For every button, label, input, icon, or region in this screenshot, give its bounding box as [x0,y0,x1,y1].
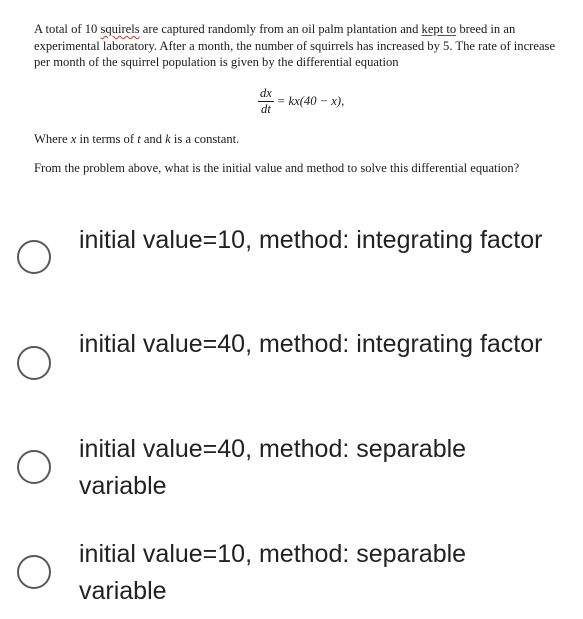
intro-text-a: A total of 10 [34,22,101,36]
option-label: initial value=40, method: separable variable [79,435,467,500]
question-intro [34,21,574,71]
variable-k: k [165,132,171,146]
variable-x: x [70,132,77,146]
radio-button[interactable] [17,240,51,274]
where-text: in terms of [76,132,138,146]
intro-text-c: breed in an experimental laboratory. After a month, the number of squirrels has increased by 5. The rate of increase per month of the squirrel population is given by the differential equation [34,22,556,69]
option-label: initial value=10, method: separable variable [79,540,467,605]
option-label: initial value=10, method: integrating factor [79,226,543,254]
where-text: and [140,132,166,146]
intro-text-b: are captured randomly from an oil palm plantation and [139,22,422,36]
misspelled-word: squirels [100,22,140,36]
where-text: Where [34,132,71,146]
question-text [34,21,574,71]
where-clause [34,131,239,147]
derivative-fraction [258,86,274,117]
variable-t: t [137,132,141,146]
radio-button[interactable] [17,346,51,380]
equation-denominator: dt [261,102,271,116]
question-prompt: From the problem above, what is the initial value and method to solve this differential equation? [34,161,520,175]
answer-option-3[interactable] [0,431,583,511]
radio-button[interactable] [17,555,51,589]
grammar-flagged-phrase: kept to [421,22,457,36]
radio-button[interactable] [17,450,51,484]
option-label: initial value=40, method: integrating factor [79,330,543,358]
answer-option-4[interactable] [0,536,583,616]
equation-numerator: dx [260,86,272,100]
equation-rhs: = kx(40 − x), [276,94,345,108]
where-text: is a constant. [170,132,240,146]
answer-option-1[interactable] [0,222,583,302]
differential-equation [258,86,344,117]
answer-option-2[interactable] [0,326,583,406]
